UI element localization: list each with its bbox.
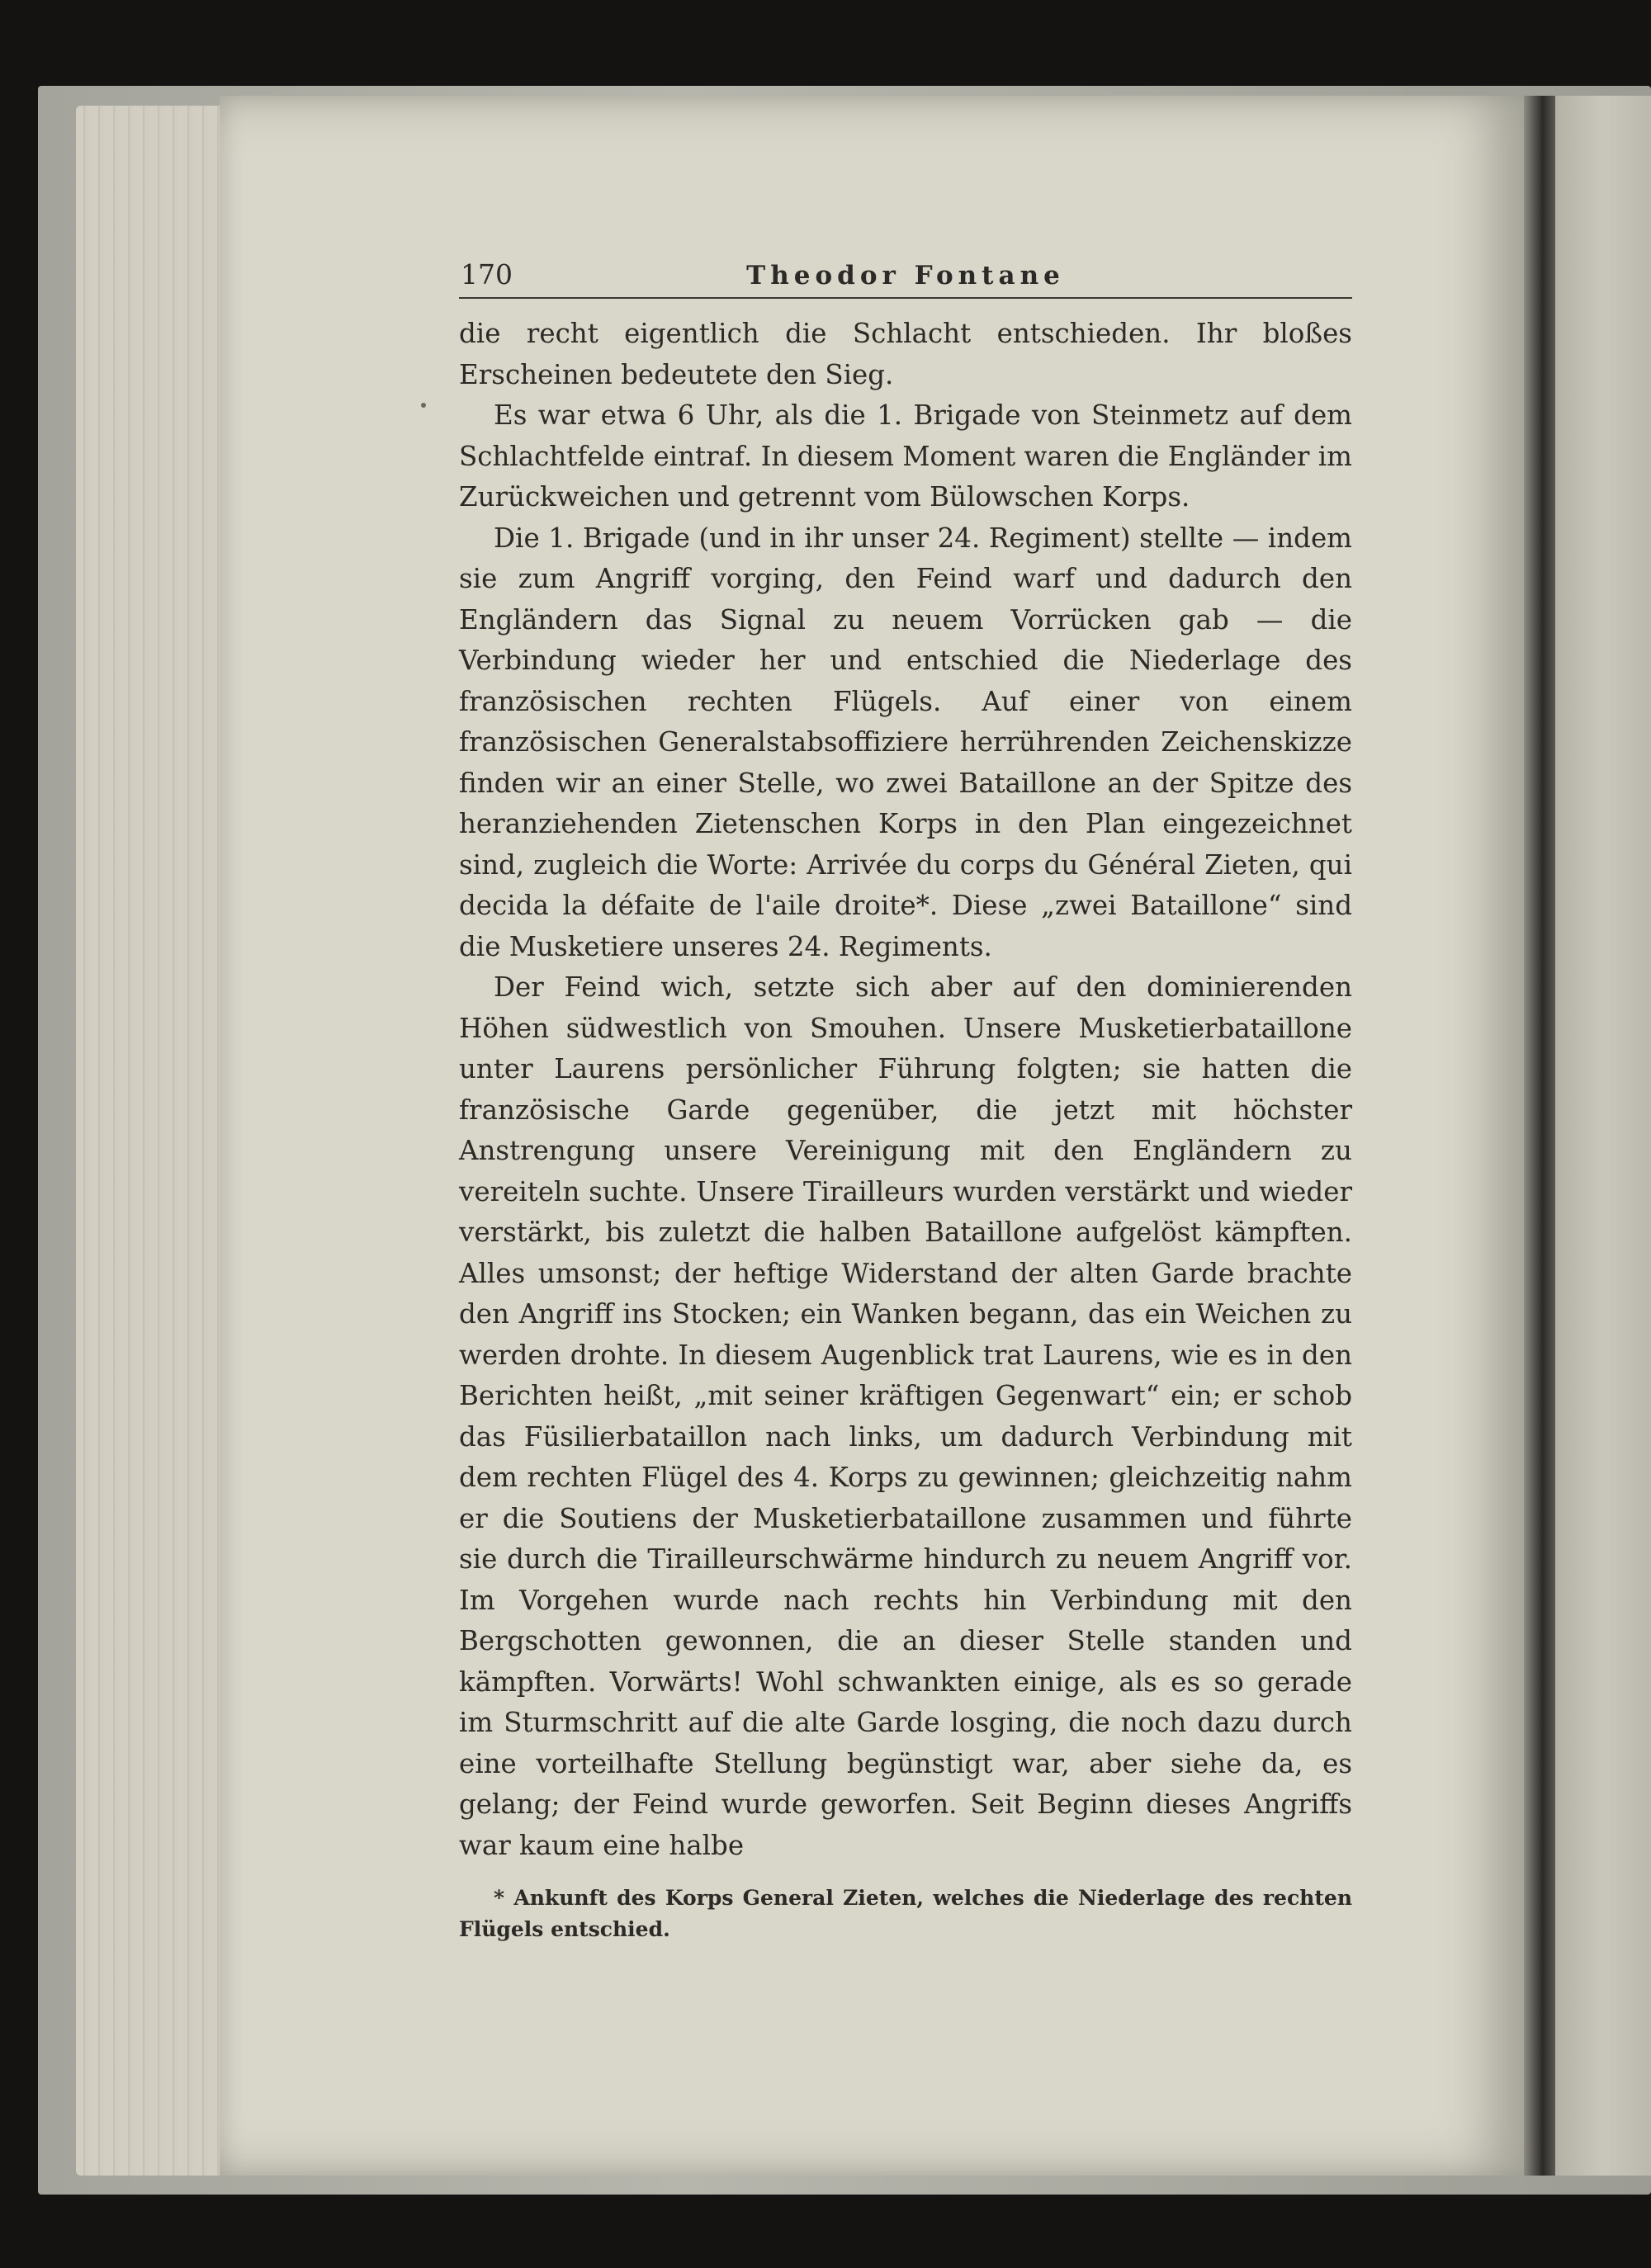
paragraph: die recht eigentlich die Schlacht entschieden. Ihr bloßes Erscheinen bedeutete den Sieg. bbox=[459, 318, 1352, 390]
page-number: 170 bbox=[461, 258, 513, 291]
footnote: * Ankunft des Korps General Zieten, welches die Niederlage des rechten Flügels entschied. bbox=[459, 1886, 1352, 1941]
page-edges bbox=[76, 106, 225, 2176]
text-block bbox=[459, 248, 1352, 1945]
body-text bbox=[459, 314, 1352, 1866]
book-gutter bbox=[1524, 96, 1555, 2176]
margin-dot bbox=[421, 403, 426, 408]
running-head bbox=[459, 248, 1352, 299]
next-page-edge bbox=[1555, 96, 1651, 2176]
header-author: Theodor Fontane bbox=[746, 261, 1065, 291]
paragraph: Es war etwa 6 Uhr, als die 1. Brigade von Steinmetz auf dem Schlachtfelde eintraf. In diesem Moment waren die Engländer im Zurückweichen und getrennt vom Bülowschen Korps. bbox=[459, 399, 1352, 513]
paragraph: Der Feind wich, setzte sich aber auf den dominierenden Höhen südwestlich von Smouhen. Unsere Musketierbataillone unter Laurens persönlicher Führung folgten; sie hatten die französische Garde gegenüber, die jetzt mit höchster Anstrengung unsere Vereinigung mit den Engländern zu vereiteln suchte. Unsere Tirailleurs wurden verstärkt und wieder verstärkt, bis zuletzt die halben Bataillone aufgelöst kämpften. Alles umsonst; der heftige Widerstand der alten Garde brachte den Angriff ins Stocken; ein Wanken begann, das ein Weichen zu werden drohte. In diesem Augenblick trat Laurens, wie es in den Berichten heißt, „mit seiner kräftigen Gegenwart“ ein; er schob das Füsilierbataillon nach links, um dadurch Verbindung mit dem rechten Flügel des 4. Korps zu gewinnen; gleichzeitig nahm er die Soutiens der Musketierbataillone zusammen und führte sie durch die Tirailleurschwärme hindurch zu neuem Angriff vor. Im Vorgehen wurde nach rechts hin Verbindung mit den Bergschotten gewonnen, die an dieser Stelle standen und kämpften. Vorwärts! Wohl schwankten einige, als es so gerade im Sturmschritt auf die alte Garde losging, die noch dazu durch eine vorteilhafte Stellung begünstigt war, aber siehe da, es gelang; der Feind wurde geworfen. Seit Beginn dieses Angriffs war kaum eine halbe bbox=[459, 971, 1352, 1861]
paragraph: Die 1. Brigade (und in ihr unser 24. Regiment) stellte — indem sie zum Angriff vorging, den Feind warf und dadurch den Engländern das Signal zu neuem Vorrücken gab — die Verbindung wieder her und entschied die Niederlage des französischen rechten Flügels. Auf einer von einem französischen Generalstabsoffiziere herrührenden Zeichenskizze finden wir an einer Stelle, wo zwei Bataillone an der Spitze des heranziehenden Zietenschen Korps in den Plan eingezeichnet sind, zugleich die Worte: Arrivée du corps du Général Zieten, qui decida la défaite de l'aile droite*. Diese „zwei Bataillone“ sind die Musketiere unseres 24. Regiments. bbox=[459, 522, 1352, 962]
